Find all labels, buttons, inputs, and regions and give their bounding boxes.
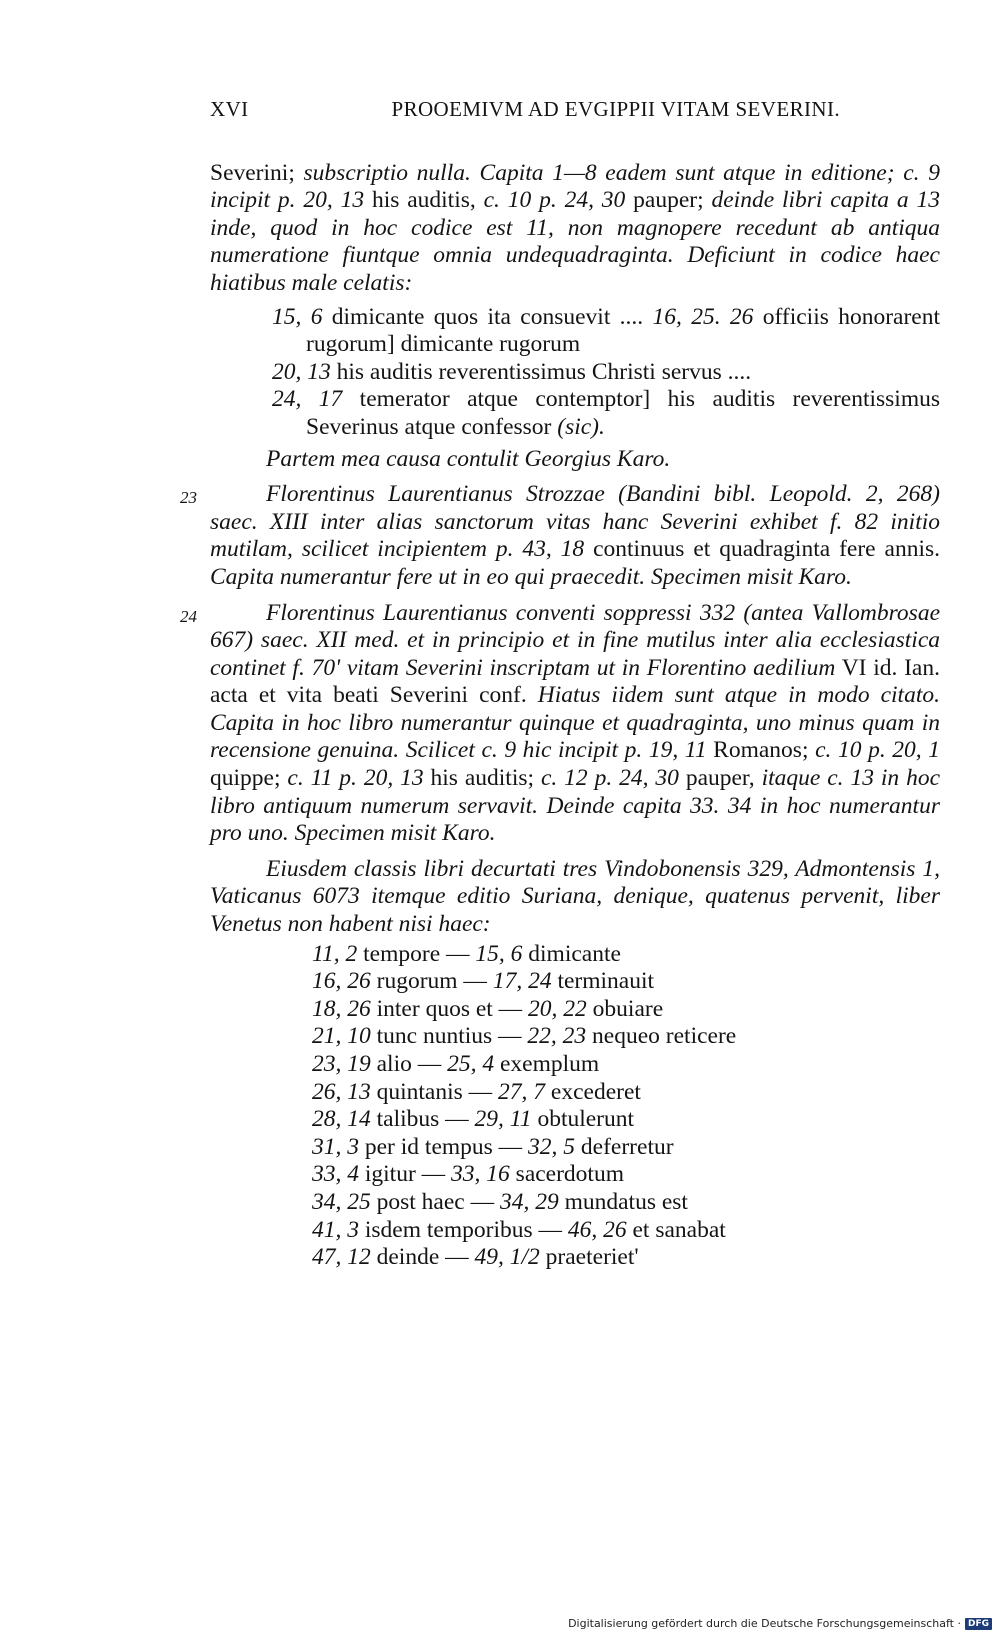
footer-credit (568, 1617, 992, 1630)
closing-line (210, 446, 940, 474)
range-from-word: rugorum — (370, 968, 493, 995)
italic-run: 15, 6 (272, 303, 323, 330)
footer-text: Digitalisierung gefördert durch die Deutsche Forschungsgemeinschaft · (568, 1617, 961, 1630)
range-from-word: inter quos et — (370, 995, 529, 1022)
text-run: his auditis; (423, 765, 541, 792)
dfg-logo: DFG (965, 1618, 992, 1630)
text-run: his auditis reverentissimus Christi servus .... (330, 358, 752, 385)
hiatus-item (272, 304, 940, 359)
italic-run: Hiatus iidem sunt atque in modo citato. Capita in hoc libro numerantur quinque et quadraginta, uno minus quam in recensione genuina. Scilicet c. 9 hic incipit p. 19, 11 (210, 682, 940, 764)
text-run: Severini; (210, 159, 304, 186)
text-run: his auditis, (364, 187, 484, 214)
italic-run: Capita 1—8 eadem sunt atque in editione; c. 9 incipit p. 20, 13 (210, 159, 940, 214)
italic-run: 24, 17 (272, 386, 343, 413)
range-to-word: et sanabat (626, 1216, 726, 1243)
range-row (312, 1023, 940, 1051)
italic-run: Eiusdem classis libri decurtati tres Vindobonensis 329, Admontensis 1, Vaticanus 6073 itemque editio Suriana, denique, quatenus pervenit, liber Venetus non habent nisi haec: (210, 855, 940, 938)
italic-run: deinde libri capita a 13 inde, quod in hoc codice est 11, non magnopere recedunt ab antiqua numeratione fiuntque omnia undequadraginta. Deficiunt in codice haec hiatibus male celatis: (210, 187, 940, 296)
range-to-ref: 17, 24 (492, 968, 552, 995)
range-from-ref: 21, 10 (312, 1023, 371, 1050)
range-row (312, 1161, 940, 1189)
range-to-word: nequeo reticere (586, 1023, 737, 1050)
italic-run: c. 11 p. 20, 13 (287, 765, 424, 792)
text-run: pauper, (678, 765, 762, 792)
entry-number: 23 (180, 488, 197, 508)
range-from-word: tempore — (357, 940, 476, 967)
range-from-ref: 26, 13 (312, 1078, 371, 1105)
range-row (312, 1106, 940, 1134)
italic-run: (sic). (557, 413, 605, 440)
range-from-ref: 31, 3 (312, 1133, 359, 1160)
italic-run: itaque c. 13 in hoc libro antiquum numerum servavit. Deinde capita 33. 34 in hoc numerantur pro uno. Specimen misit Karo. (210, 765, 940, 847)
range-row (312, 996, 940, 1024)
hiatus-item (272, 386, 940, 441)
range-row (312, 1244, 940, 1272)
paragraph-severini (210, 160, 940, 298)
range-to-word: sacerdotum (509, 1161, 624, 1188)
range-from-ref: 47, 12 (312, 1244, 371, 1271)
range-row (312, 1217, 940, 1245)
italic-run: Partem mea causa contulit Georgius Karo. (266, 445, 671, 472)
range-from-ref: 33, 4 (312, 1161, 359, 1188)
range-to-ref: 49, 1/2 (474, 1244, 540, 1271)
range-to-ref: 27, 7 (498, 1078, 546, 1105)
range-to-word: obuiare (586, 995, 664, 1022)
range-to-word: excederet (545, 1078, 641, 1105)
range-row (312, 941, 940, 969)
range-to-word: dimicante (522, 940, 621, 967)
range-row (312, 1079, 940, 1107)
range-to-ref: 46, 26 (567, 1216, 627, 1243)
range-to-ref: 22, 23 (527, 1023, 587, 1050)
range-to-word: exemplum (494, 1051, 600, 1077)
range-from-ref: 34, 25 (312, 1188, 371, 1215)
range-from-word: alio — (370, 1051, 448, 1077)
range-row (312, 1189, 940, 1217)
range-from-ref: 41, 3 (312, 1216, 359, 1243)
running-title: PROOEMIVM AD EVGIPPII VITAM SEVERINI. (391, 97, 840, 121)
italic-run: Florentinus Laurentianus Strozzae (Bandini bibl. Leopold. 2, 268) saec. XIII inter alias sanctorum vitas hanc Severini exhibet f. 82 initio mutilam, scilicet incipientem p. 43, 18 (210, 481, 940, 563)
range-list (312, 941, 940, 1272)
italic-run: Capita numerantur fere ut in eo qui praecedit. Specimen misit Karo. (210, 563, 852, 590)
range-from-word: post haec — (370, 1188, 500, 1215)
text-run: dimicante quos ita consuevit .... (322, 303, 653, 330)
range-to-ref: 33, 16 (451, 1161, 510, 1188)
italic-run: c. 10 p. 20, 1 (815, 737, 941, 764)
range-from-word: quintanis — (370, 1078, 499, 1105)
range-to-ref: 29, 11 (474, 1106, 532, 1133)
range-from-word: tunc nuntius — (370, 1023, 528, 1050)
range-to-word: terminauit (551, 968, 655, 995)
page-number: XVI (210, 97, 249, 121)
paragraph-eiusdem (210, 856, 940, 939)
range-to-word: mundatus est (558, 1188, 688, 1215)
range-to-ref: 34, 29 (499, 1188, 559, 1215)
range-from-word: igitur — (359, 1161, 452, 1188)
range-from-ref: 11, 2 (312, 940, 358, 967)
range-from-ref: 28, 14 (312, 1106, 371, 1133)
text-run: temerator atque contemptor] his auditis reverentissimus Severinus atque confessor (306, 386, 941, 440)
hiatus-item (272, 359, 940, 387)
range-row (312, 1051, 940, 1079)
range-from-word: talibus — (370, 1106, 475, 1133)
entry-text (210, 600, 940, 848)
running-head (210, 96, 940, 124)
range-row (312, 968, 940, 996)
text-run: quippe; (210, 765, 288, 792)
italic-run: c. 12 p. 24, 30 (540, 765, 679, 792)
text-run: VI id. Ian. acta et vita beati Severini conf. (210, 654, 940, 709)
text-run: continuus et quadraginta fere annis. (584, 536, 940, 563)
text-run: officiis honorarent rugorum] dimicante rugorum (306, 303, 941, 358)
italic-run: c. 10 p. 24, 30 (483, 187, 626, 214)
entry-24 (180, 599, 941, 848)
range-from-ref: 18, 26 (312, 995, 371, 1022)
italic-run: 16, 25. 26 (652, 303, 754, 330)
italic-run: subscriptio nulla. (303, 159, 471, 186)
text-run: Romanos; (706, 737, 816, 764)
italic-run: 20, 13 (272, 358, 331, 385)
range-to-ref: 15, 6 (475, 940, 523, 967)
range-from-word: deinde — (370, 1244, 475, 1271)
range-to-ref: 32, 5 (528, 1133, 576, 1160)
page (180, 96, 941, 1272)
range-to-word: deferretur (575, 1133, 674, 1160)
range-from-ref: 16, 26 (312, 968, 371, 995)
range-to-word: obtulerunt (531, 1106, 635, 1133)
range-to-word: praeteriet' (539, 1244, 639, 1271)
entry-text (210, 481, 940, 591)
entry-23 (180, 481, 940, 591)
italic-run: Florentinus Laurentianus conventi soppressi 332 (antea Vallombrosae 667) saec. XII med. et in principio et in fine mutilus inter alia ecclesiastica continet f. 70' vitam Severini inscriptam ut in Florentino aedilium (210, 599, 940, 681)
range-from-word: isdem temporibus — (359, 1216, 568, 1243)
range-from-ref: 23, 19 (312, 1051, 371, 1077)
range-from-word: per id tempus — (359, 1133, 529, 1160)
range-row (312, 1134, 940, 1162)
range-to-ref: 25, 4 (447, 1051, 495, 1077)
text-run: pauper; (625, 187, 712, 214)
entry-number: 24 (180, 606, 197, 626)
range-to-ref: 20, 22 (528, 995, 587, 1022)
hiatus-list (272, 304, 940, 442)
